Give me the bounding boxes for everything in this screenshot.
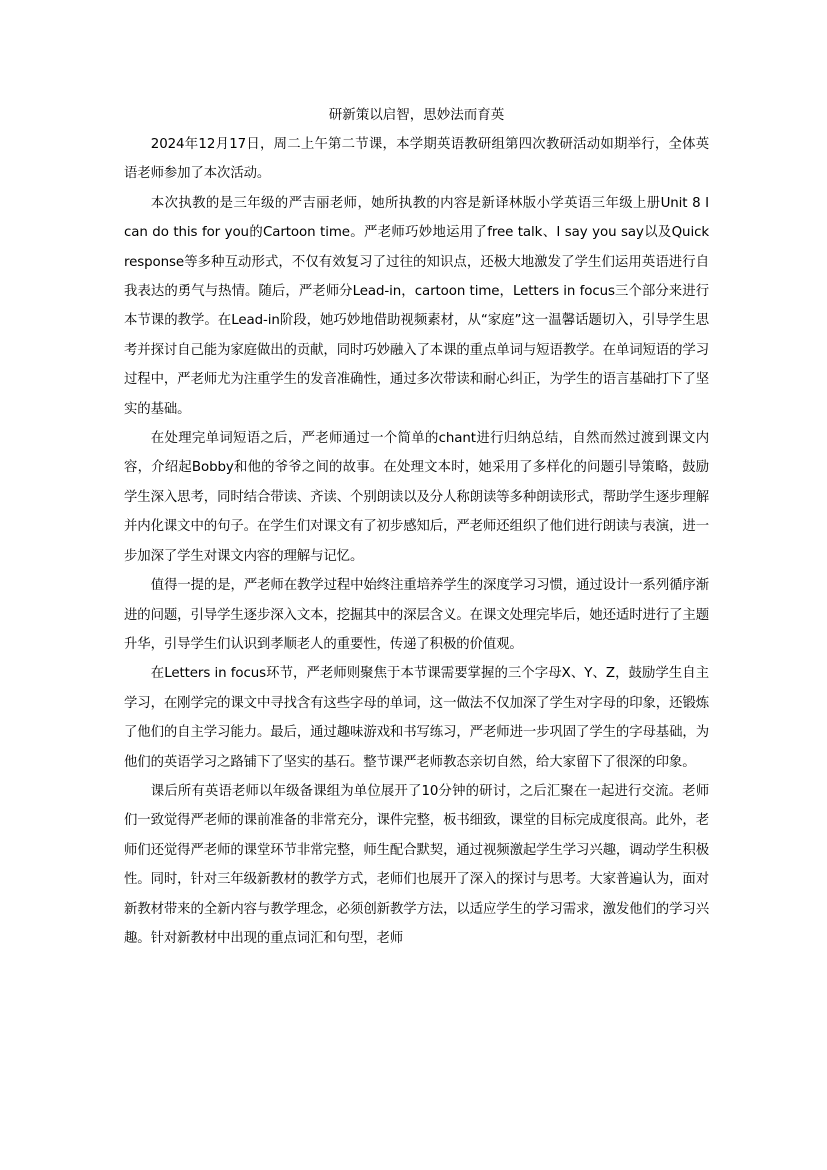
document-page <box>124 100 709 953</box>
paragraph-3: 在处理完单词短语之后，严老师通过一个简单的chant进行归纳总结，自然而然过渡到课文内容，介绍起Bobby和他的爷爷之间的故事。在处理文本时，她采用了多样化的问题引导策略，鼓励学生深入思考，同时结合带读、齐读、个别朗读以及分人称朗读等多种朗读形式，帮助学生逐步理解并内化课文中的句子。在学生们对课文有了初步感知后，严老师还组织了他们进行朗读与表演，进一步加深了学生对课文内容的理解与记忆。 <box>124 431 709 564</box>
paragraph-5: 在Letters in focus环节，严老师则聚焦于本节课需要掌握的三个字母X、Y、Z，鼓励学生自主学习，在刚学完的课文中寻找含有这些字母的单词，这一做法不仅加深了学生对字母的印象，还锻炼了他们的自主学习能力。最后，通过趣味游戏和书写练习，严老师进一步巩固了学生的字母基础，为他们的英语学习之路铺下了坚实的基石。整节课严老师教态亲切自然，给大家留下了很深的印象。 <box>124 666 709 770</box>
document-title: 研新策以启智，思妙法而育英 <box>328 107 505 123</box>
paragraph-2: 本次执教的是三年级的严吉丽老师，她所执教的内容是新译林版小学英语三年级上册Unit 8 I can do this for you的Cartoon time。严老师巧妙地运用了free talk、I say you say以及Quick response等多种互动形式，不仅有效复习了过往的知识点，还极大地激发了学生们运用英语进行自我表达的勇气与热情。随后，严老师分Lead-in，cartoon time，Letters in focus三个部分来进行本节课的教学。在Lead-in阶段，她巧妙地借助视频素材，从“家庭”这一温馨话题切入，引导学生思考并探讨自己能为家庭做出的贡献，同时巧妙融入了本课的重点单词与短语教学。在单词短语的学习过程中，严老师尤为注重学生的发音准确性，通过多次带读和耐心纠正，为学生的语言基础打下了坚实的基础。 <box>124 195 709 417</box>
paragraph-6: 课后所有英语老师以年级备课组为单位展开了10分钟的研讨，之后汇聚在一起进行交流。老师们一致觉得严老师的课前准备的非常充分，课件完整，板书细致，课堂的目标完成度很高。此外，老师们还觉得严老师的课堂环节非常完整，师生配合默契，通过视频激起学生学习兴趣，调动学生积极性。同时，针对三年级新教材的教学方式，老师们也展开了深入的探讨与思考。大家普遍认为，面对新教材带来的全新内容与教学理念，必须创新教学方法，以适应学生的学习需求，激发他们的学习兴趣。针对新教材中出现的重点词汇和句型，老师 <box>124 783 709 946</box>
paragraph-1: 2024年12月17日，周二上午第二节课，本学期英语教研组第四次教研活动如期举行，全体英语老师参加了本次活动。 <box>124 137 709 182</box>
paragraph-4: 值得一提的是，严老师在教学过程中始终注重培养学生的深度学习习惯，通过设计一系列循序渐进的问题，引导学生逐步深入文本，挖掘其中的深层含义。在课文处理完毕后，她还适时进行了主题升华，引导学生们认识到孝顺老人的重要性，传递了积极的价值观。 <box>124 578 710 652</box>
